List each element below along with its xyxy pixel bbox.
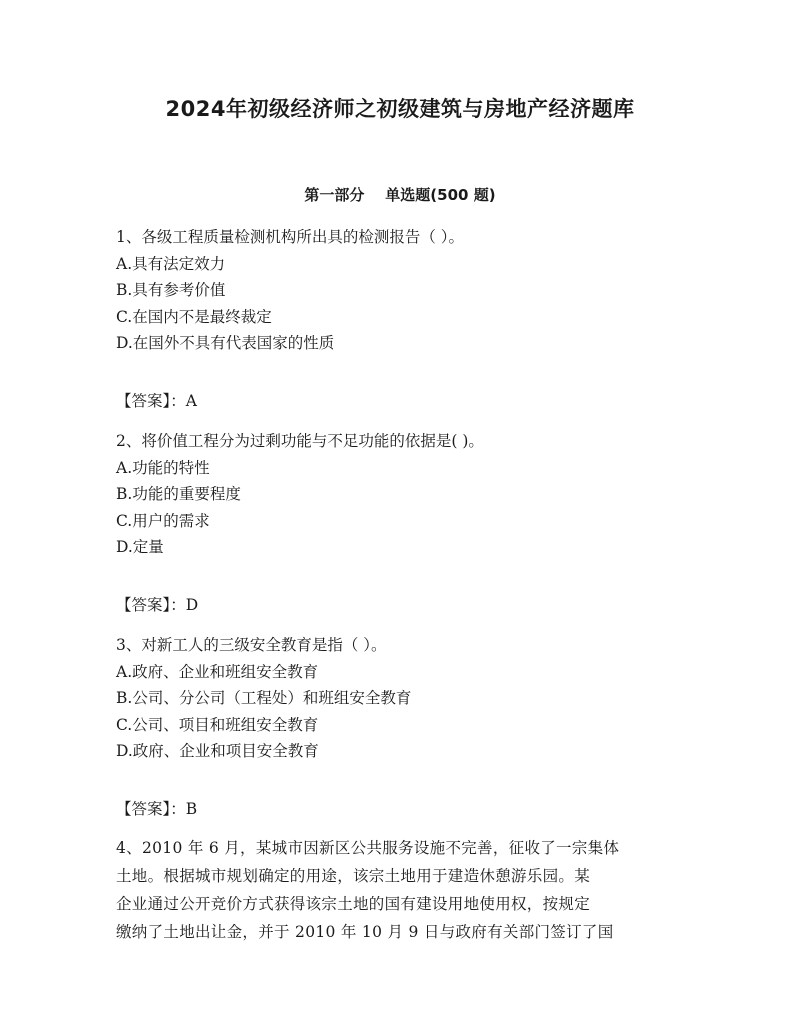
option-b: B.功能的重要程度: [116, 485, 241, 503]
answer-1: 【答案】：A: [116, 392, 197, 410]
option-c: C.用户的需求: [116, 511, 210, 530]
question-3: [116, 632, 696, 765]
option-b: B.具有参考价值: [116, 281, 226, 299]
option-a: A.功能的特性: [116, 458, 210, 477]
option-d: D.定量: [116, 538, 164, 556]
option-c: C.公司、项目和班组安全教育: [116, 715, 319, 734]
answer-3: 【答案】：B: [116, 800, 198, 818]
option-d: D.在国外不具有代表国家的性质: [116, 334, 335, 352]
option-a: A.具有法定效力: [116, 254, 226, 273]
page-title: 2024年初级经济师之初级建筑与房地产经济题库: [165, 97, 635, 121]
question-text-line: 4、2010 年 6 月，某城市因新区公共服务设施不完善，征收了一宗集体: [116, 839, 620, 857]
section-heading: 第一部分 单选题(500 题): [304, 186, 496, 204]
question-4: [116, 834, 696, 946]
option-d: D.政府、企业和项目安全教育: [116, 742, 319, 760]
option-c: C.在国内不是最终裁定: [116, 307, 272, 326]
question-stem: 2、将价值工程分为过剩功能与不足功能的依据是( )。: [116, 432, 484, 450]
question-text-line: 缴纳了土地出让金，并于 2010 年 10 月 9 日与政府有关部门签订了国: [116, 923, 614, 941]
answer-2: 【答案】：D: [116, 596, 199, 614]
question-text-line: 企业通过公开竞价方式获得该宗土地的国有建设用地使用权，按规定: [116, 895, 591, 913]
question-1: [116, 224, 696, 357]
option-b: B.公司、分公司（工程处）和班组安全教育: [116, 689, 412, 707]
option-a: A.政府、企业和班组安全教育: [116, 662, 319, 681]
question-text-line: 土地。根据城市规划确定的用途，该宗土地用于建造休憩游乐园。某: [116, 867, 591, 885]
question-stem: 1、各级工程质量检测机构所出具的检测报告（ ）。: [116, 228, 465, 246]
question-2: [116, 428, 696, 561]
question-stem: 3、对新工人的三级安全教育是指（ ）。: [116, 636, 387, 654]
